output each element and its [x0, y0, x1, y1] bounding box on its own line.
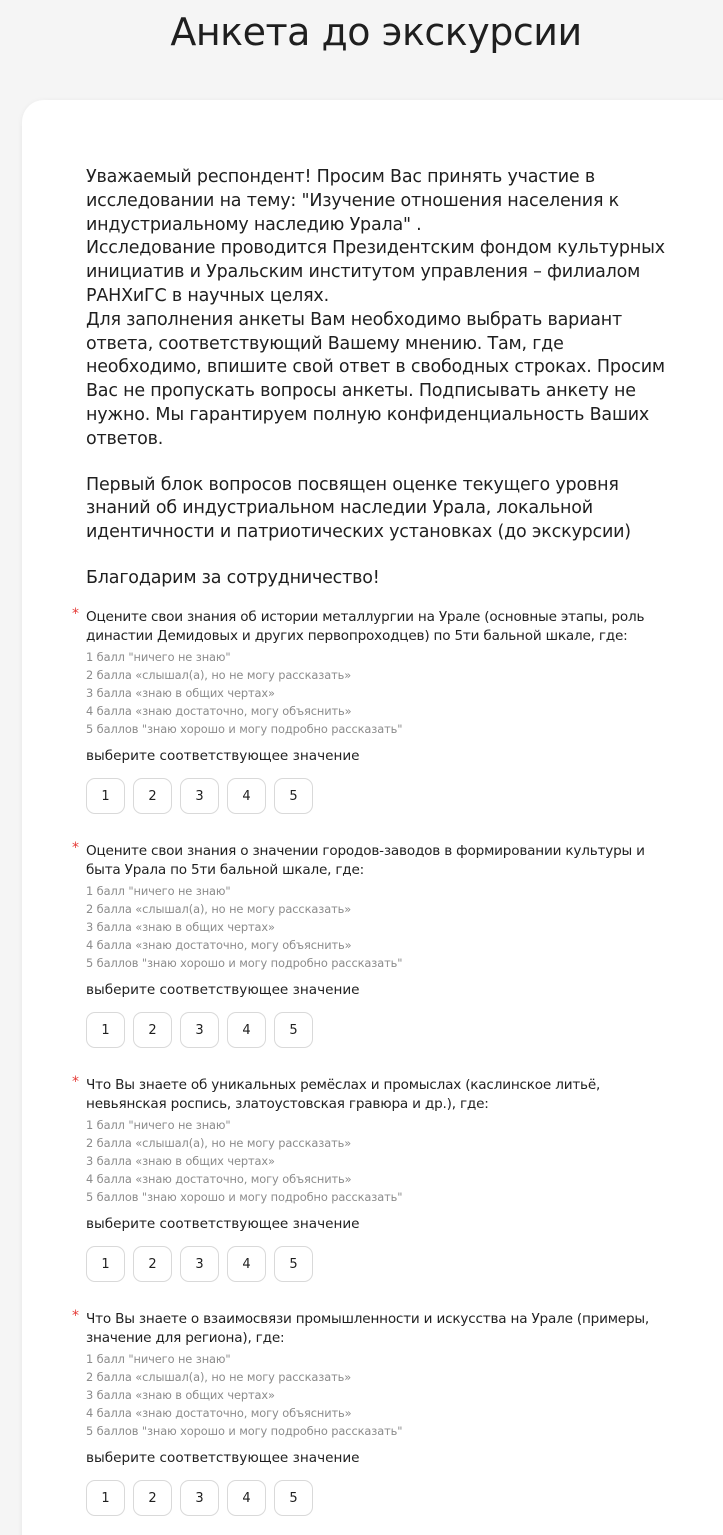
rating-scale — [86, 1246, 672, 1282]
question-4 — [72, 1310, 672, 1516]
scale-line: 1 балл "ничего не знаю" — [86, 884, 231, 898]
scale-line: 5 баллов "знаю хорошо и могу подробно рассказать" — [86, 1424, 403, 1438]
rating-scale — [86, 1480, 672, 1516]
rating-option-1[interactable]: 1 — [86, 1480, 125, 1516]
required-mark: * — [72, 1074, 79, 1090]
scale-description — [72, 882, 672, 972]
question-hint: выберите соответствующее значение — [86, 1216, 360, 1232]
rating-option-2[interactable]: 2 — [133, 1480, 172, 1516]
rating-option-5[interactable]: 5 — [274, 778, 313, 814]
scale-line: 4 балла «знаю достаточно, могу объяснить» — [86, 938, 352, 952]
scale-line: 4 балла «знаю достаточно, могу объяснить» — [86, 1406, 352, 1420]
scale-line: 1 балл "ничего не знаю" — [86, 1118, 231, 1132]
intro-text — [86, 166, 676, 591]
question-3 — [72, 1076, 672, 1282]
question-2 — [72, 842, 672, 1048]
required-mark: * — [72, 606, 79, 622]
rating-scale — [86, 778, 672, 814]
intro-paragraph-greeting: Уважаемый респондент! Просим Вас принять участие в исследовании на тему: "Изучение отношения населения к индустриальному наследию Урала" . Исследование проводится Президентским фондом культурных инициатив и Уральским институтом управления – филиалом РАНХиГС в научных целях. Для заполнения анкеты Вам необходимо выбрать вариант ответа, соответствующий Вашему мнению. Там, где необходимо, впишите свой ответ в свободных строках. Просим Вас не пропускать вопросы анкеты. Подписывать анкету не нужно. Мы гарантируем полную конфиденциальность Ваших ответов. — [86, 167, 665, 449]
scale-line: 5 баллов "знаю хорошо и могу подробно рассказать" — [86, 956, 403, 970]
required-mark: * — [72, 840, 79, 856]
question-text: Оцените свои знания об истории металлургии на Урале (основные этапы, роль династии Демидовых и других первопроходцев) по 5ти бальной шкале, где: — [86, 609, 645, 644]
scale-line: 2 балла «слышал(а), но не могу рассказать» — [86, 1136, 352, 1150]
question-1 — [72, 608, 672, 814]
question-hint: выберите соответствующее значение — [86, 1450, 360, 1466]
rating-option-3[interactable]: 3 — [180, 1246, 219, 1282]
scale-line: 5 баллов "знаю хорошо и могу подробно рассказать" — [86, 1190, 403, 1204]
question-hint: выберите соответствующее значение — [86, 982, 360, 998]
rating-option-2[interactable]: 2 — [133, 1012, 172, 1048]
question-text: Оцените свои знания о значении городов-заводов в формировании культуры и быта Урала по 5ти бальной шкале, где: — [86, 843, 645, 878]
rating-option-3[interactable]: 3 — [180, 1012, 219, 1048]
scale-description — [72, 648, 672, 738]
rating-option-1[interactable]: 1 — [86, 778, 125, 814]
rating-option-4[interactable]: 4 — [227, 1246, 266, 1282]
rating-option-5[interactable]: 5 — [274, 1480, 313, 1516]
question-title — [72, 842, 672, 880]
rating-option-4[interactable]: 4 — [227, 1480, 266, 1516]
scale-line: 1 балл "ничего не знаю" — [86, 650, 231, 664]
scale-line: 4 балла «знаю достаточно, могу объяснить» — [86, 1172, 352, 1186]
scale-line: 3 балла «знаю в общих чертах» — [86, 920, 275, 934]
question-title — [72, 608, 672, 646]
intro-paragraph-thanks: Благодарим за сотрудничество! — [86, 567, 380, 588]
rating-option-2[interactable]: 2 — [133, 1246, 172, 1282]
required-mark: * — [72, 1308, 79, 1324]
rating-option-1[interactable]: 1 — [86, 1012, 125, 1048]
scale-description — [72, 1350, 672, 1440]
scale-line: 1 балл "ничего не знаю" — [86, 1352, 231, 1366]
scale-line: 3 балла «знаю в общих чертах» — [86, 1388, 275, 1402]
rating-scale — [86, 1012, 672, 1048]
rating-option-1[interactable]: 1 — [86, 1246, 125, 1282]
scale-line: 4 балла «знаю достаточно, могу объяснить» — [86, 704, 352, 718]
scale-line: 2 балла «слышал(а), но не могу рассказать» — [86, 902, 352, 916]
rating-option-2[interactable]: 2 — [133, 778, 172, 814]
scale-line: 2 балла «слышал(а), но не могу рассказать» — [86, 668, 352, 682]
scale-line: 3 балла «знаю в общих чертах» — [86, 686, 275, 700]
rating-option-5[interactable]: 5 — [274, 1012, 313, 1048]
rating-option-4[interactable]: 4 — [227, 778, 266, 814]
scale-line: 2 балла «слышал(а), но не могу рассказать» — [86, 1370, 352, 1384]
rating-option-5[interactable]: 5 — [274, 1246, 313, 1282]
rating-option-3[interactable]: 3 — [180, 778, 219, 814]
scale-line: 3 балла «знаю в общих чертах» — [86, 1154, 275, 1168]
question-text: Что Вы знаете об уникальных ремёслах и промыслах (каслинское литьё, невьянская роспись, златоустовская гравюра и др.), где: — [86, 1077, 601, 1112]
question-hint: выберите соответствующее значение — [86, 748, 360, 764]
scale-line: 5 баллов "знаю хорошо и могу подробно рассказать" — [86, 722, 403, 736]
rating-option-4[interactable]: 4 — [227, 1012, 266, 1048]
intro-paragraph-block: Первый блок вопросов посвящен оценке текущего уровня знаний об индустриальном наследии Урала, локальной идентичности и патриотических установках (до экскурсии) — [86, 474, 631, 543]
question-text: Что Вы знаете о взаимосвязи промышленности и искусства на Урале (примеры, значение для региона), где: — [86, 1311, 650, 1346]
question-title — [72, 1076, 672, 1114]
question-title — [72, 1310, 672, 1348]
rating-option-3[interactable]: 3 — [180, 1480, 219, 1516]
scale-description — [72, 1116, 672, 1206]
page-title: Анкета до экскурсии — [170, 10, 582, 54]
